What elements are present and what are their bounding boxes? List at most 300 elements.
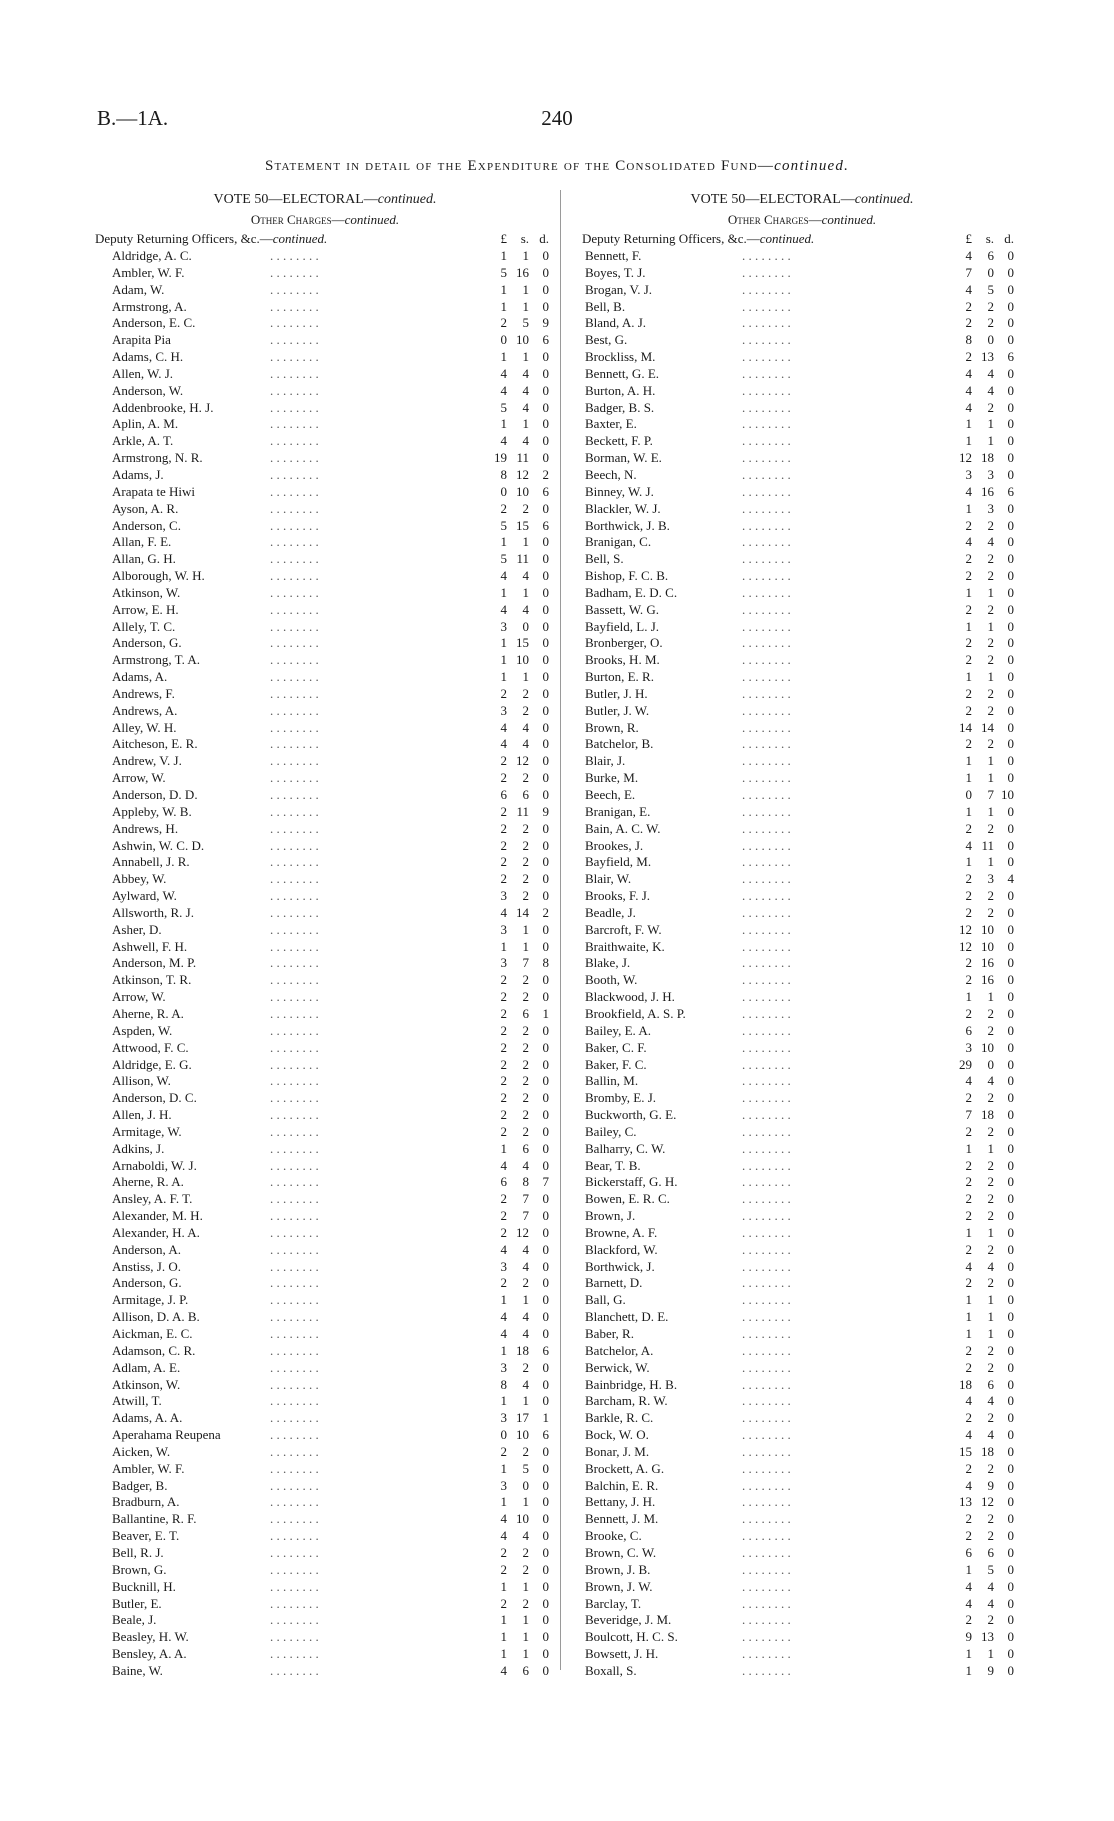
amount-pounds: 1: [965, 1140, 972, 1156]
payee-name: Brookes, J.: [585, 837, 644, 853]
leader-dots: . . . . . . . .: [742, 551, 791, 567]
amount-pounds: 2: [965, 955, 972, 971]
amount-pounds: 1: [500, 1646, 507, 1662]
leader-dots: . . . . . . . .: [270, 1528, 319, 1544]
amount-shillings: 2: [987, 517, 994, 533]
amount-shillings: 7: [522, 955, 529, 971]
leader-dots: . . . . . . . .: [270, 1039, 319, 1055]
amount-pence: 0: [542, 1511, 549, 1527]
payee-name: Burton, A. H.: [585, 382, 656, 398]
payee-name: Alexander, M. H.: [112, 1208, 203, 1224]
amount-pence: 0: [1007, 416, 1014, 432]
payee-name: Bucknill, H.: [112, 1578, 176, 1594]
payee-name: Anderson, W.: [112, 382, 184, 398]
amount-shillings: 18: [516, 1342, 529, 1358]
expenditure-row: [95, 551, 555, 568]
amount-pence: 0: [542, 433, 549, 449]
leader-dots: . . . . . . . .: [742, 1612, 791, 1628]
expenditure-row: [582, 1292, 1022, 1309]
leader-dots: . . . . . . . .: [270, 1578, 319, 1594]
payee-name: Burton, E. R.: [585, 669, 654, 685]
amount-pence: 0: [1007, 382, 1014, 398]
leader-dots: . . . . . . . .: [270, 551, 319, 567]
leader-dots: . . . . . . . .: [270, 332, 319, 348]
amount-pounds: 6: [965, 1022, 972, 1038]
leader-dots: . . . . . . . .: [742, 1275, 791, 1291]
amount-pounds: 4: [500, 736, 507, 752]
amount-shillings: 4: [522, 1376, 529, 1392]
payee-name: Armstrong, N. R.: [112, 450, 203, 466]
payee-name: Bayfield, L. J.: [585, 618, 660, 634]
amount-shillings: 12: [516, 466, 529, 482]
amount-shillings: 2: [987, 1528, 994, 1544]
leader-dots: . . . . . . . .: [270, 399, 319, 415]
leader-dots: . . . . . . . .: [270, 1662, 319, 1678]
leader-dots: . . . . . . . .: [270, 669, 319, 685]
amount-pence: 0: [1007, 551, 1014, 567]
expenditure-row: [95, 1629, 555, 1646]
leader-dots: . . . . . . . .: [270, 1612, 319, 1628]
amount-pounds: 1: [500, 669, 507, 685]
leader-dots: . . . . . . . .: [742, 1326, 791, 1341]
amount-pounds: 2: [965, 888, 972, 904]
leader-dots: . . . . . . . .: [270, 1477, 319, 1493]
amount-shillings: 4: [987, 1578, 994, 1594]
expenditure-row: [95, 1191, 555, 1208]
pounds-header: £: [965, 231, 972, 246]
expenditure-row: [582, 652, 1022, 669]
amount-pence: 0: [1007, 904, 1014, 920]
amount-shillings: 4: [522, 736, 529, 752]
leader-dots: . . . . . . . .: [270, 820, 319, 836]
amount-pounds: 3: [500, 955, 507, 971]
amount-pounds: 4: [500, 1157, 507, 1173]
leader-dots: . . . . . . . .: [742, 1443, 791, 1459]
payee-name: Ashwell, F. H.: [112, 938, 188, 954]
payee-name: Arrow, W.: [112, 770, 166, 786]
amount-shillings: 4: [522, 1528, 529, 1544]
amount-shillings: 2: [522, 1561, 529, 1577]
amount-pounds: 5: [500, 399, 507, 415]
expenditure-row: [582, 248, 1022, 265]
amount-shillings: 1: [987, 753, 994, 769]
amount-shillings: 10: [516, 1511, 529, 1527]
amount-shillings: 4: [522, 1326, 529, 1341]
column-divider: [560, 190, 561, 1670]
amount-pounds: 1: [500, 1292, 507, 1308]
leader-dots: . . . . . . . .: [270, 1410, 319, 1426]
amount-pounds: 1: [965, 618, 972, 634]
amount-shillings: 14: [981, 719, 994, 735]
amount-pence: 0: [1007, 685, 1014, 701]
leader-dots: . . . . . . . .: [270, 1511, 319, 1527]
amount-pence: 0: [1007, 1275, 1014, 1291]
amount-shillings: 4: [987, 1393, 994, 1409]
amount-pounds: 1: [965, 500, 972, 516]
payee-name: Baxter, E.: [585, 416, 637, 432]
amount-shillings: 2: [987, 1410, 994, 1426]
expenditure-row: [95, 1225, 555, 1242]
amount-pence: 0: [1007, 1123, 1014, 1139]
amount-pence: 0: [1007, 1174, 1014, 1190]
leader-dots: . . . . . . . .: [742, 517, 791, 533]
amount-shillings: 1: [522, 534, 529, 550]
leader-dots: . . . . . . . .: [742, 450, 791, 466]
amount-pounds: 0: [965, 787, 972, 802]
expenditure-row: [582, 1410, 1022, 1427]
leader-dots: . . . . . . . .: [742, 1342, 791, 1358]
leader-dots: . . . . . . . .: [270, 921, 319, 937]
amount-pounds: 1: [965, 1292, 972, 1308]
payee-name: Bell, B.: [585, 298, 626, 314]
amount-pounds: 1: [965, 803, 972, 819]
amount-pence: 0: [1007, 332, 1014, 348]
amount-shillings: 2: [987, 1090, 994, 1106]
payee-name: Blackler, W. J.: [585, 500, 661, 516]
amount-pounds: 4: [500, 365, 507, 381]
amount-shillings: 4: [522, 433, 529, 449]
amount-shillings: 10: [981, 938, 994, 954]
payee-name: Balchin, E. R.: [585, 1477, 659, 1493]
amount-shillings: 1: [522, 1292, 529, 1308]
payee-name: Asher, D.: [112, 921, 162, 937]
amount-pounds: 2: [965, 820, 972, 836]
payee-name: Ansley, A. F. T.: [112, 1191, 193, 1207]
payee-name: Atkinson, W.: [112, 1376, 181, 1392]
amount-pence: 0: [1007, 1427, 1014, 1443]
leader-dots: . . . . . . . .: [742, 1427, 791, 1443]
expenditure-row: [95, 1393, 555, 1410]
amount-pence: 0: [542, 989, 549, 1005]
amount-pence: 0: [542, 1224, 549, 1240]
leader-dots: . . . . . . . .: [270, 652, 319, 668]
amount-pounds: 2: [500, 1056, 507, 1072]
amount-pounds: 6: [965, 1544, 972, 1560]
payee-name: Arkle, A. T.: [112, 433, 174, 449]
payee-name: Adkins, J.: [112, 1140, 165, 1156]
expenditure-row: [582, 1158, 1022, 1175]
amount-shillings: 4: [987, 1595, 994, 1611]
amount-pounds: 4: [965, 1258, 972, 1274]
payee-name: Boxall, S.: [585, 1662, 637, 1678]
leader-dots: . . . . . . . .: [742, 1191, 791, 1207]
payee-name: Anderson, M. P.: [112, 955, 197, 971]
section-header: [582, 230, 1022, 248]
leader-dots: . . . . . . . .: [270, 365, 319, 381]
leader-dots: . . . . . . . .: [742, 1309, 791, 1325]
other-charges-heading: [582, 210, 1022, 230]
leader-dots: . . . . . . . .: [270, 1107, 319, 1123]
amount-pounds: 2: [500, 1595, 507, 1611]
amount-pounds: 2: [500, 1039, 507, 1055]
payee-name: Borthwick, J. B.: [585, 517, 670, 533]
leader-dots: . . . . . . . .: [742, 534, 791, 550]
expenditure-row: [582, 1006, 1022, 1023]
amount-pence: 0: [1007, 584, 1014, 600]
amount-shillings: 16: [981, 972, 994, 988]
amount-pence: 0: [1007, 264, 1014, 280]
payee-name: Atkinson, W.: [112, 584, 181, 600]
expenditure-row: [582, 349, 1022, 366]
expenditure-row: [582, 635, 1022, 652]
payee-name: Bassett, W. G.: [585, 601, 660, 617]
leader-dots: . . . . . . . .: [270, 837, 319, 853]
amount-shillings: 2: [987, 1005, 994, 1021]
leader-dots: . . . . . . . .: [742, 1140, 791, 1156]
leader-dots: . . . . . . . .: [742, 1511, 791, 1527]
amount-pounds: 4: [500, 1662, 507, 1678]
amount-pounds: 2: [500, 1275, 507, 1291]
leader-dots: . . . . . . . .: [270, 770, 319, 786]
amount-pence: 0: [542, 736, 549, 752]
amount-pence: 0: [542, 601, 549, 617]
expenditure-row: [95, 703, 555, 720]
leader-dots: . . . . . . . .: [270, 1123, 319, 1139]
amount-shillings: 12: [981, 1494, 994, 1510]
expenditure-row: [95, 770, 555, 787]
expenditure-row: [582, 315, 1022, 332]
expenditure-row: [95, 400, 555, 417]
expenditure-row: [95, 888, 555, 905]
expenditure-row: [582, 888, 1022, 905]
amount-shillings: 2: [522, 1073, 529, 1089]
amount-pence: 10: [1001, 787, 1014, 802]
leader-dots: . . . . . . . .: [742, 1224, 791, 1240]
amount-pence: 0: [1007, 248, 1014, 263]
amount-pounds: 4: [965, 1578, 972, 1594]
payee-name: Ambler, W. F.: [112, 264, 185, 280]
amount-pounds: 2: [965, 568, 972, 584]
amount-pence: 0: [542, 888, 549, 904]
payee-name: Bennett, F.: [585, 248, 642, 263]
leader-dots: . . . . . . . .: [270, 1326, 319, 1341]
payee-name: Aylward, W.: [112, 888, 177, 904]
amount-pounds: 1: [965, 1309, 972, 1325]
amount-pence: 6: [542, 1427, 549, 1443]
amount-pence: 0: [542, 652, 549, 668]
amount-pence: 0: [1007, 1359, 1014, 1375]
amount-shillings: 13: [981, 1629, 994, 1645]
expenditure-row: [582, 467, 1022, 484]
amount-pounds: 1: [965, 584, 972, 600]
leader-dots: . . . . . . . .: [270, 803, 319, 819]
expenditure-row: [582, 1040, 1022, 1057]
amount-shillings: 2: [987, 1123, 994, 1139]
amount-pounds: 2: [965, 1511, 972, 1527]
section-header: [95, 230, 555, 248]
amount-shillings: 2: [987, 551, 994, 567]
payee-name: Bonar, J. M.: [585, 1443, 650, 1459]
payee-name: Arrow, E. H.: [112, 601, 179, 617]
expenditure-row: [582, 484, 1022, 501]
payee-name: Bailey, E. A.: [585, 1022, 651, 1038]
amount-pence: 0: [542, 854, 549, 870]
amount-pounds: 12: [959, 450, 972, 466]
amount-shillings: 0: [522, 1477, 529, 1493]
section-title-text: Deputy Returning Officers, &c.—: [582, 231, 760, 246]
amount-shillings: 4: [522, 382, 529, 398]
amount-shillings: 2: [987, 1342, 994, 1358]
expenditure-row: [582, 1023, 1022, 1040]
leader-dots: . . . . . . . .: [742, 1090, 791, 1106]
amount-pounds: 4: [500, 1241, 507, 1257]
amount-shillings: 11: [981, 837, 994, 853]
amount-pounds: 4: [500, 904, 507, 920]
leader-dots: . . . . . . . .: [270, 1073, 319, 1089]
amount-pence: 0: [542, 1578, 549, 1594]
amount-pence: 0: [542, 1662, 549, 1678]
payee-name: Aitcheson, E. R.: [112, 736, 198, 752]
expenditure-row: [95, 1040, 555, 1057]
payee-name: Armitage, J. P.: [112, 1292, 189, 1308]
leader-dots: . . . . . . . .: [270, 1258, 319, 1274]
expenditure-row: [582, 1090, 1022, 1107]
leader-dots: . . . . . . . .: [742, 921, 791, 937]
leader-dots: . . . . . . . .: [270, 281, 319, 297]
amount-pence: 0: [1007, 1477, 1014, 1493]
amount-pence: 0: [542, 399, 549, 415]
expenditure-row: [95, 1360, 555, 1377]
amount-pounds: 0: [500, 483, 507, 499]
amount-pounds: 1: [500, 349, 507, 365]
expenditure-row: [95, 669, 555, 686]
amount-pence: 0: [1007, 1511, 1014, 1527]
payee-name: Brown, J.: [585, 1208, 636, 1224]
leader-dots: . . . . . . . .: [742, 803, 791, 819]
amount-shillings: 4: [987, 534, 994, 550]
payee-name: Butler, J. H.: [585, 685, 648, 701]
expenditure-row: [95, 1326, 555, 1343]
amount-pence: 0: [1007, 1646, 1014, 1662]
amount-pence: 0: [542, 1326, 549, 1341]
leader-dots: . . . . . . . .: [270, 534, 319, 550]
payee-name: Badger, B.: [112, 1477, 168, 1493]
payee-name: Adams, A.: [112, 669, 168, 685]
amount-pounds: 1: [965, 1662, 972, 1678]
leader-dots: . . . . . . . .: [270, 584, 319, 600]
expenditure-row: [582, 383, 1022, 400]
amount-shillings: 2: [522, 1275, 529, 1291]
payee-name: Bland, A. J.: [585, 315, 647, 331]
leader-dots: . . . . . . . .: [742, 938, 791, 954]
expenditure-row: [582, 1629, 1022, 1646]
amount-pence: 0: [1007, 1208, 1014, 1224]
amount-pounds: 4: [500, 1309, 507, 1325]
expenditure-row: [582, 1191, 1022, 1208]
expenditure-row: [582, 703, 1022, 720]
expenditure-row: [582, 1646, 1022, 1663]
amount-shillings: 2: [522, 685, 529, 701]
amount-pence: 0: [542, 921, 549, 937]
shillings-header: s.: [985, 231, 994, 246]
payee-name: Aicken, W.: [112, 1443, 171, 1459]
amount-shillings: 2: [987, 685, 994, 701]
expenditure-row: [95, 467, 555, 484]
payee-name: Anderson, A.: [112, 1241, 181, 1257]
amount-pounds: 3: [500, 921, 507, 937]
expenditure-row: [582, 585, 1022, 602]
amount-pounds: 7: [965, 264, 972, 280]
vote-heading-text: VOTE 50—ELECTORAL—: [690, 192, 855, 207]
leader-dots: . . . . . . . .: [742, 500, 791, 516]
expenditure-row: [582, 736, 1022, 753]
pounds-header: £: [500, 231, 507, 246]
amount-shillings: 2: [522, 854, 529, 870]
expenditure-row: [582, 534, 1022, 551]
payee-name: Brookfield, A. S. P.: [585, 1005, 686, 1021]
amount-shillings: 10: [981, 1039, 994, 1055]
expenditure-row: [95, 939, 555, 956]
expenditure-row: [95, 1023, 555, 1040]
leader-dots: . . . . . . . .: [742, 332, 791, 348]
amount-shillings: 2: [522, 770, 529, 786]
payee-name: Allen, J. H.: [112, 1107, 172, 1123]
amount-pounds: 3: [500, 1477, 507, 1493]
payee-name: Barclay, T.: [585, 1595, 642, 1611]
expenditure-row: [582, 1528, 1022, 1545]
amount-pence: 0: [542, 635, 549, 651]
amount-shillings: 3: [987, 871, 994, 887]
payee-name: Beasley, H. W.: [112, 1629, 189, 1645]
amount-pounds: 2: [500, 972, 507, 988]
amount-pence: 0: [1007, 921, 1014, 937]
expenditure-row: [582, 1427, 1022, 1444]
amount-pounds: 2: [500, 820, 507, 836]
amount-pounds: 4: [965, 1477, 972, 1493]
payee-name: Blair, J.: [585, 753, 626, 769]
expenditure-row: [582, 568, 1022, 585]
payee-name: Bickerstaff, G. H.: [585, 1174, 678, 1190]
amount-shillings: 2: [987, 1022, 994, 1038]
amount-pounds: 5: [500, 517, 507, 533]
amount-shillings: 2: [522, 820, 529, 836]
amount-pence: 0: [542, 787, 549, 802]
amount-pence: 0: [542, 1241, 549, 1257]
amount-pence: 9: [542, 803, 549, 819]
amount-pounds: 3: [965, 466, 972, 482]
expenditure-row: [582, 1208, 1022, 1225]
payee-name: Anderson, E. C.: [112, 315, 196, 331]
payee-name: Annabell, J. R.: [112, 854, 190, 870]
amount-pounds: 1: [500, 584, 507, 600]
expenditure-row: [582, 501, 1022, 518]
leader-dots: . . . . . . . .: [742, 365, 791, 381]
payee-name: Andrew, V. J.: [112, 753, 182, 769]
payee-name: Addenbrooke, H. J.: [112, 399, 214, 415]
expenditure-row: [582, 1461, 1022, 1478]
amount-shillings: 2: [987, 399, 994, 415]
leader-dots: . . . . . . . .: [270, 1208, 319, 1224]
leader-dots: . . . . . . . .: [270, 1292, 319, 1308]
amount-shillings: 1: [522, 1646, 529, 1662]
amount-pounds: 4: [500, 1528, 507, 1544]
expenditure-row: [95, 922, 555, 939]
expenditure-row: [582, 1494, 1022, 1511]
expenditure-row: [95, 1073, 555, 1090]
amount-pence: 0: [542, 365, 549, 381]
payee-name: Allison, D. A. B.: [112, 1309, 200, 1325]
amount-pounds: 1: [965, 433, 972, 449]
payee-name: Aperahama Reupena: [112, 1427, 221, 1443]
amount-shillings: 1: [522, 349, 529, 365]
amount-pence: 0: [1007, 601, 1014, 617]
leader-dots: . . . . . . . .: [742, 1258, 791, 1274]
amount-shillings: 12: [516, 753, 529, 769]
expenditure-row: [582, 433, 1022, 450]
amount-pounds: 4: [500, 382, 507, 398]
expenditure-row: [95, 1259, 555, 1276]
statement-title: [0, 158, 1114, 175]
